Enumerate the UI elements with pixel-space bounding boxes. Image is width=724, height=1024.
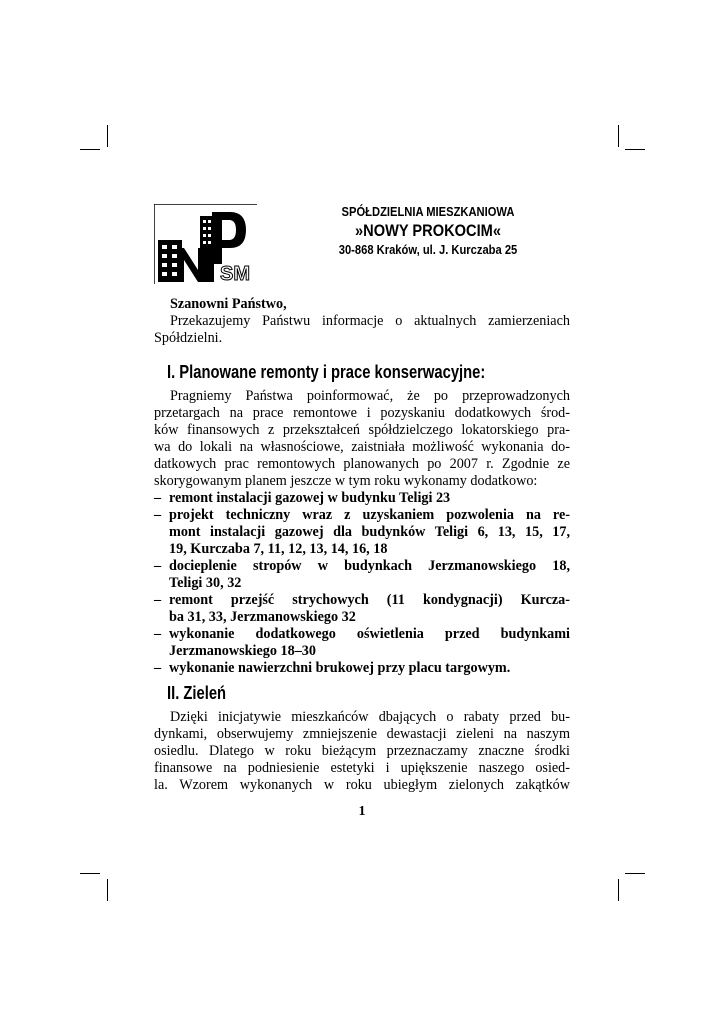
paragraph-line: datkowych prac remontowych planowanych po 2007 r. Zgodnie ze: [154, 456, 570, 472]
list-item-line: remont instalacji gazowej w budynku Teligi 23: [169, 490, 451, 506]
section2-paragraph: [154, 709, 570, 794]
crop-mark: [107, 125, 108, 147]
greeting-block: [154, 296, 570, 347]
intro-line: Spółdzielni.: [154, 330, 223, 346]
paragraph-line: skorygowanym planem jeszcze w tym roku wykonamy dodatkowo:: [154, 473, 538, 489]
list-dash: –: [154, 592, 162, 608]
page-number: 1: [358, 804, 366, 819]
crop-mark: [625, 873, 645, 874]
paragraph-line: la. Wzorem wykonanych w roku ubiegłym zielonych zakątków: [154, 777, 570, 793]
list-item: [154, 626, 570, 660]
paragraph-line: Dzięki inicjatywie mieszkańców dbających o rabaty przed bu-: [170, 709, 570, 725]
paragraph-line: finansowe na podniesienie estetyki i upiększenie naszego osied-: [154, 760, 570, 776]
list-dash: –: [154, 660, 162, 676]
list-item-line: docieplenie stropów w budynkach Jerzmanowskiego 18,: [169, 558, 570, 574]
crop-mark: [618, 125, 619, 147]
list-item-line: mont instalacji gazowej dla budynków Teligi 6, 13, 15, 17,: [169, 524, 570, 540]
list-item: [154, 507, 570, 558]
paragraph-line: dynkami, obserwujemy zmniejszenie dewastacji zieleni na naszym: [154, 726, 570, 742]
crop-mark: [618, 879, 619, 901]
list-item-line: wykonanie nawierzchni brukowej przy placu targowym.: [169, 660, 511, 676]
list-item-line: projekt techniczny wraz z uzyskaniem pozwolenia na re-: [169, 507, 570, 523]
paragraph-line: osiedlu. Dlatego w roku bieżącym przeznaczamy znaczne środki: [154, 743, 570, 759]
org-name: SPÓŁDZIELNIA MIESZKANIOWA: [341, 204, 515, 219]
list-item-line: wykonanie dodatkowego oświetlenia przed budynkami: [169, 626, 570, 642]
section-heading: I. Planowane remonty i prace konserwacyjne:: [167, 362, 486, 382]
letterhead: [300, 203, 556, 259]
crop-mark: [80, 873, 100, 874]
paragraph-line: ków finansowych z przekształceń spółdzielczego lokatorskiego pra-: [154, 422, 570, 438]
list-dash: –: [154, 490, 162, 506]
crop-mark: [625, 149, 645, 150]
section-heading: II. Zieleń: [167, 683, 227, 703]
crop-mark: [107, 879, 108, 901]
org-title: »NOWY PROKOCIM«: [355, 221, 501, 240]
org-address: 30-868 Kraków, ul. J. Kurczaba 25: [338, 242, 518, 257]
list-dash: –: [154, 626, 162, 642]
paragraph-line: Pragniemy Państwa poinformować, że po przeprowadzonych: [170, 388, 570, 404]
cooperative-logo: [154, 204, 257, 284]
list-item-line: Teligi 30, 32: [169, 575, 242, 591]
list-item: [154, 592, 570, 626]
list-item-line: remont przejść strychowych (11 kondygnacji) Kurcza-: [169, 592, 570, 608]
list-item: [154, 558, 570, 592]
list-item: [154, 660, 570, 677]
paragraph-line: przetargach na prace remontowe i pozyskaniu dodatkowych środ-: [154, 405, 570, 421]
svg-text:SM: SM: [220, 263, 250, 284]
crop-mark: [80, 149, 100, 150]
section1-paragraph: [154, 388, 570, 490]
list-dash: –: [154, 558, 162, 574]
intro-line: Przekazujemy Państwu informacje o aktualnych zamierzeniach: [170, 313, 570, 329]
list-item-line: ba 31, 33, Jerzmanowskiego 32: [169, 609, 356, 625]
greeting: Szanowni Państwo,: [170, 296, 287, 312]
list-item-line: 19, Kurczaba 7, 11, 12, 13, 14, 16, 18: [169, 541, 388, 557]
list-item-line: Jerzmanowskiego 18–30: [169, 643, 316, 659]
list-item: [154, 490, 570, 507]
list-dash: –: [154, 507, 162, 523]
paragraph-line: wa do lokali na własnościowe, zaistniała możliwość wykonania do-: [154, 439, 570, 455]
